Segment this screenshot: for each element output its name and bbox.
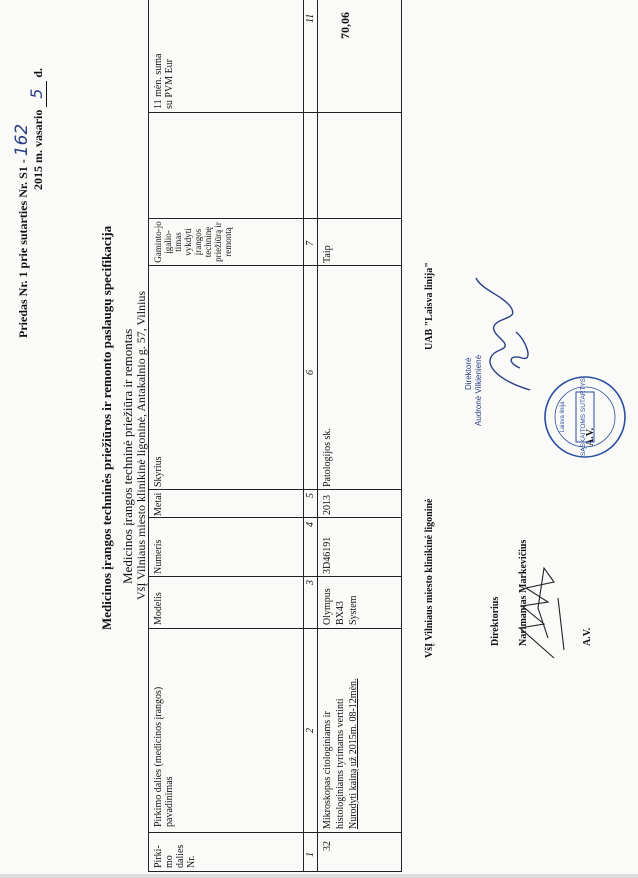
company-stamp xyxy=(540,372,630,462)
header-manufacturer-authorized: Gaminto-jo įgalio-timas vykdyti įrangos techninę priežiūrą ir remontą xyxy=(153,221,233,263)
specification-table xyxy=(148,0,402,872)
row-sum: 70,06 xyxy=(338,12,352,39)
left-stamp-place: A.V. xyxy=(582,627,593,646)
stamp-center-text: SĄSKAITOMS SUTARTYS xyxy=(580,377,587,457)
column-number: 6 xyxy=(305,370,316,375)
column-number: 4 xyxy=(305,522,316,527)
left-role: Direktorius xyxy=(490,596,501,646)
row-department: Patologijos sk. xyxy=(322,428,333,487)
right-stamp-role: Direktorė xyxy=(464,357,473,390)
column-number: 2 xyxy=(305,728,316,733)
column-number: 1 xyxy=(305,852,316,857)
left-signature xyxy=(514,548,584,668)
header-year: Metai xyxy=(153,492,164,516)
row-authorized: Taip xyxy=(322,245,333,263)
handwritten-annex-number: 162 xyxy=(12,123,32,157)
date-suffix: d. xyxy=(31,67,45,78)
column-number: 3 xyxy=(305,580,316,585)
row-year: 2013 xyxy=(322,495,333,515)
date-prefix: 2015 m. vasario xyxy=(31,109,45,190)
left-signatory-name: Narimantas Markevičius xyxy=(518,539,529,646)
row-part-no: 32 xyxy=(322,841,333,851)
date-line xyxy=(27,68,47,190)
header-model: Modelis xyxy=(153,592,164,625)
column-number: 11 xyxy=(305,13,316,23)
header-part-no: Pirki-mo dalies Nr. xyxy=(153,844,197,868)
header-department: Skyrius xyxy=(153,456,164,487)
document-title: Medicinos įrangos techninės priežiūros ir remonto paslaugų specifikacija xyxy=(99,225,114,630)
column-number: 5 xyxy=(305,493,316,498)
header-equipment-name: Pirkimo dalies (medicinos įrangos) pavadinimas xyxy=(153,686,175,827)
document-subtitle: Medicinos įrangos techninė priežiūra ir remontas xyxy=(120,328,135,584)
left-organization: VšĮ Vilniaus miesto klinikinė ligoninė xyxy=(424,498,435,658)
header-sum: 11 mėn. suma su PVM Eur xyxy=(153,53,175,109)
scan-edge xyxy=(0,874,638,878)
handwritten-date-day: 5 xyxy=(27,81,47,107)
row-serial-number: 3D46191 xyxy=(322,536,333,574)
annex-text: Priedas Nr. 1 prie sutarties Nr. S1 - xyxy=(16,159,30,338)
right-signature xyxy=(470,268,550,398)
column-number: 7 xyxy=(305,241,316,246)
price-period-note: Nurodyti kainą už 2015m. 08-12mėn. xyxy=(348,678,359,829)
name-line: histologiniams tyrimams vertinti xyxy=(335,698,346,829)
right-organization: UAB "Laisva linija" xyxy=(424,262,435,350)
stamp-ring-text: Laisva linija xyxy=(560,401,566,433)
header-number: Numeris xyxy=(153,539,164,574)
right-stamp-name: Audronė Vilkienienė xyxy=(474,354,483,426)
row-model: Olympus BX43 System xyxy=(322,588,359,625)
row-equipment-name xyxy=(321,629,360,829)
right-stamp-place: A.V. xyxy=(585,427,596,446)
location-line: VšĮ Vilniaus miesto klinikinė ligoninė, Antakalnio g. 57, Vilnius xyxy=(134,290,148,600)
name-line: Mikroskopas citologiniams ir xyxy=(322,711,333,829)
